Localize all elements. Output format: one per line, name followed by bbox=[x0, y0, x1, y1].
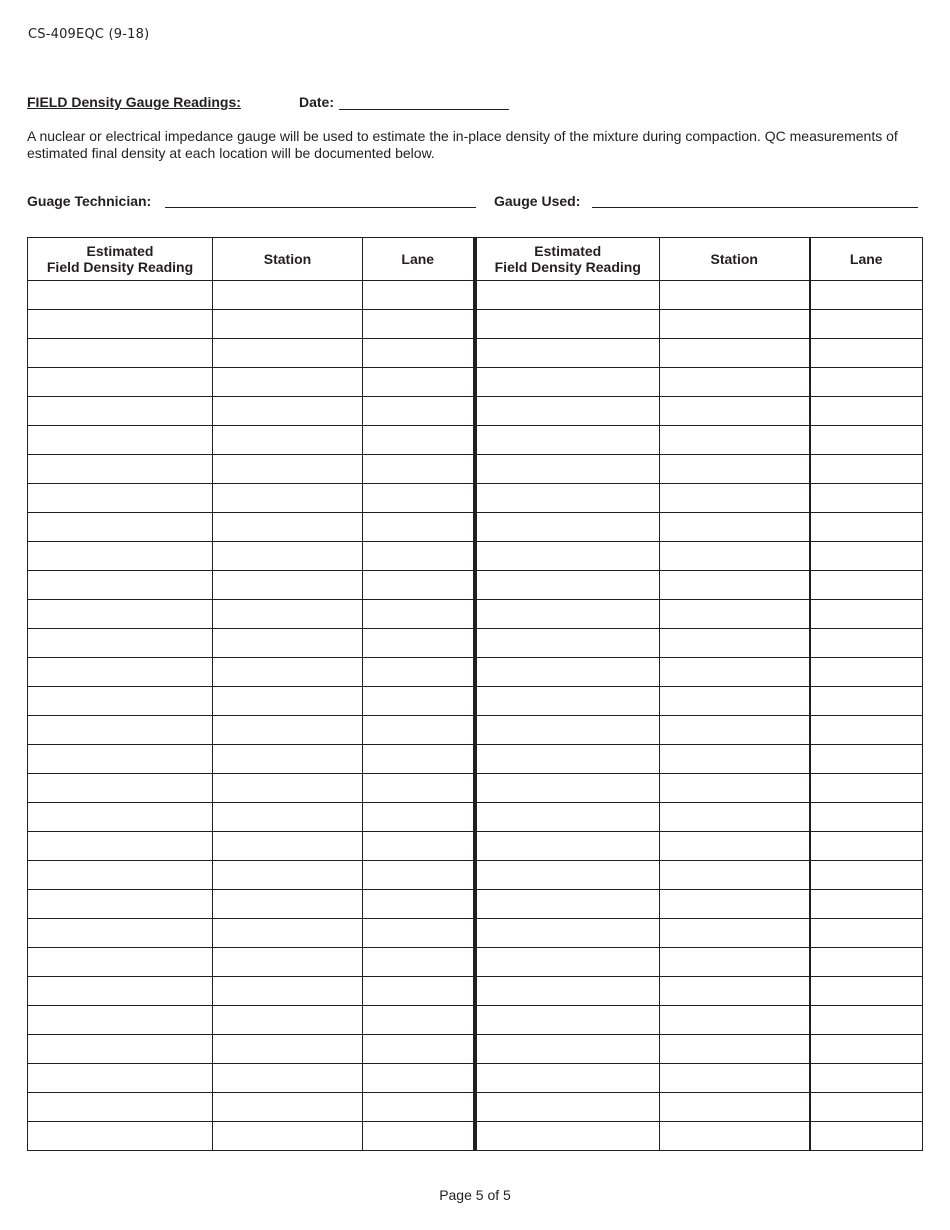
cell-station-right[interactable] bbox=[660, 281, 810, 310]
cell-station-right[interactable] bbox=[660, 1006, 810, 1035]
readings-body bbox=[28, 281, 923, 1151]
cell-lane-left[interactable] bbox=[363, 542, 475, 571]
cell-station-right[interactable] bbox=[660, 629, 810, 658]
cell-density-left[interactable] bbox=[28, 600, 213, 629]
cell-lane-left[interactable] bbox=[363, 629, 475, 658]
table-row bbox=[28, 600, 923, 629]
cell-density-right[interactable] bbox=[475, 832, 660, 861]
cell-lane-right[interactable] bbox=[810, 745, 923, 774]
technician-label: Guage Technician: bbox=[27, 193, 152, 209]
cell-density-right[interactable] bbox=[475, 1122, 660, 1151]
cell-density-left[interactable] bbox=[28, 1093, 213, 1122]
cell-lane-left[interactable] bbox=[363, 571, 475, 600]
cell-density-right[interactable] bbox=[475, 397, 660, 426]
cell-station-left[interactable] bbox=[213, 774, 363, 803]
cell-station-left[interactable] bbox=[213, 397, 363, 426]
cell-lane-left[interactable] bbox=[363, 861, 475, 890]
cell-density-left[interactable] bbox=[28, 1006, 213, 1035]
cell-density-left[interactable] bbox=[28, 948, 213, 977]
table-row bbox=[28, 832, 923, 861]
cell-station-left[interactable] bbox=[213, 919, 363, 948]
cell-station-left[interactable] bbox=[213, 484, 363, 513]
cell-station-right[interactable] bbox=[660, 716, 810, 745]
cell-lane-left[interactable] bbox=[363, 774, 475, 803]
table-row bbox=[28, 397, 923, 426]
cell-station-left[interactable] bbox=[213, 368, 363, 397]
cell-lane-left[interactable] bbox=[363, 716, 475, 745]
cell-density-left[interactable] bbox=[28, 484, 213, 513]
cell-lane-right[interactable] bbox=[810, 687, 923, 716]
cell-station-right[interactable] bbox=[660, 484, 810, 513]
cell-lane-right[interactable] bbox=[810, 281, 923, 310]
cell-station-left[interactable] bbox=[213, 1122, 363, 1151]
cell-station-right[interactable] bbox=[660, 542, 810, 571]
cell-station-left[interactable] bbox=[213, 890, 363, 919]
cell-station-right[interactable] bbox=[660, 339, 810, 368]
cell-density-left[interactable] bbox=[28, 542, 213, 571]
cell-density-left[interactable] bbox=[28, 803, 213, 832]
page-number: Page 5 of 5 bbox=[439, 1187, 511, 1203]
table-row bbox=[28, 716, 923, 745]
cell-density-right[interactable] bbox=[475, 281, 660, 310]
cell-station-left[interactable] bbox=[213, 1064, 363, 1093]
cell-lane-left[interactable] bbox=[363, 919, 475, 948]
cell-lane-left[interactable] bbox=[363, 658, 475, 687]
cell-density-right[interactable] bbox=[475, 368, 660, 397]
gauge-used-label: Gauge Used: bbox=[494, 193, 581, 209]
table-row bbox=[28, 571, 923, 600]
cell-station-right[interactable] bbox=[660, 1035, 810, 1064]
table-row bbox=[28, 368, 923, 397]
cell-station-left[interactable] bbox=[213, 281, 363, 310]
table-row bbox=[28, 774, 923, 803]
cell-lane-left[interactable] bbox=[363, 803, 475, 832]
col-header-lane-right bbox=[810, 238, 923, 281]
cell-density-right[interactable] bbox=[475, 890, 660, 919]
cell-density-right[interactable] bbox=[475, 339, 660, 368]
cell-lane-left[interactable] bbox=[363, 455, 475, 484]
cell-station-left[interactable] bbox=[213, 426, 363, 455]
cell-station-right[interactable] bbox=[660, 1122, 810, 1151]
cell-density-right[interactable] bbox=[475, 1006, 660, 1035]
cell-station-left[interactable] bbox=[213, 455, 363, 484]
col-header-density-left bbox=[28, 238, 213, 281]
cell-station-right[interactable] bbox=[660, 919, 810, 948]
cell-density-left[interactable] bbox=[28, 513, 213, 542]
cell-lane-right[interactable] bbox=[810, 484, 923, 513]
table-row bbox=[28, 658, 923, 687]
cell-lane-right[interactable] bbox=[810, 948, 923, 977]
cell-lane-right[interactable] bbox=[810, 629, 923, 658]
cell-density-right[interactable] bbox=[475, 571, 660, 600]
cell-lane-right[interactable] bbox=[810, 832, 923, 861]
cell-lane-right[interactable] bbox=[810, 1035, 923, 1064]
table-row bbox=[28, 542, 923, 571]
cell-station-right[interactable] bbox=[660, 890, 810, 919]
table-row bbox=[28, 890, 923, 919]
cell-lane-right[interactable] bbox=[810, 571, 923, 600]
cell-density-left[interactable] bbox=[28, 310, 213, 339]
cell-lane-right[interactable] bbox=[810, 919, 923, 948]
cell-lane-left[interactable] bbox=[363, 1006, 475, 1035]
table-row bbox=[28, 1122, 923, 1151]
cell-density-left[interactable] bbox=[28, 1035, 213, 1064]
cell-station-left[interactable] bbox=[213, 948, 363, 977]
cell-station-right[interactable] bbox=[660, 861, 810, 890]
cell-lane-left[interactable] bbox=[363, 339, 475, 368]
cell-lane-right[interactable] bbox=[810, 455, 923, 484]
cell-lane-right[interactable] bbox=[810, 861, 923, 890]
cell-lane-right[interactable] bbox=[810, 1064, 923, 1093]
cell-station-right[interactable] bbox=[660, 832, 810, 861]
cell-density-right[interactable] bbox=[475, 803, 660, 832]
technician-field[interactable] bbox=[165, 207, 476, 208]
cell-station-left[interactable] bbox=[213, 803, 363, 832]
date-field[interactable] bbox=[339, 109, 509, 110]
col-header-station-right bbox=[660, 238, 810, 281]
cell-density-left[interactable] bbox=[28, 571, 213, 600]
table-row bbox=[28, 687, 923, 716]
col-header-line: Estimated bbox=[86, 243, 154, 259]
cell-station-right[interactable] bbox=[660, 977, 810, 1006]
cell-density-right[interactable] bbox=[475, 948, 660, 977]
cell-station-right[interactable] bbox=[660, 397, 810, 426]
cell-density-left[interactable] bbox=[28, 281, 213, 310]
cell-density-left[interactable] bbox=[28, 832, 213, 861]
cell-lane-left[interactable] bbox=[363, 368, 475, 397]
cell-lane-left[interactable] bbox=[363, 1064, 475, 1093]
table-row bbox=[28, 861, 923, 890]
table-row bbox=[28, 948, 923, 977]
section-title: FIELD Density Gauge Readings: bbox=[27, 94, 241, 110]
cell-density-right[interactable] bbox=[475, 716, 660, 745]
intro-paragraph: A nuclear or electrical impedance gauge will be used to estimate the in-place density of the mixture during compaction. QC measurements of estimated final density at each location will be documented below. bbox=[27, 128, 898, 161]
technician-row bbox=[27, 193, 922, 215]
cell-lane-right[interactable] bbox=[810, 397, 923, 426]
cell-station-right[interactable] bbox=[660, 687, 810, 716]
readings-table bbox=[27, 237, 923, 1151]
table-row bbox=[28, 1064, 923, 1093]
cell-lane-left[interactable] bbox=[363, 1093, 475, 1122]
cell-lane-left[interactable] bbox=[363, 1122, 475, 1151]
cell-lane-right[interactable] bbox=[810, 1093, 923, 1122]
cell-lane-right[interactable] bbox=[810, 339, 923, 368]
cell-station-right[interactable] bbox=[660, 513, 810, 542]
cell-density-right[interactable] bbox=[475, 542, 660, 571]
cell-density-left[interactable] bbox=[28, 339, 213, 368]
cell-density-right[interactable] bbox=[475, 658, 660, 687]
table-row bbox=[28, 426, 923, 455]
date-label: Date: bbox=[299, 94, 335, 110]
col-header-line: Field Density Reading bbox=[494, 259, 641, 275]
cell-lane-right[interactable] bbox=[810, 542, 923, 571]
col-header-line: Estimated bbox=[534, 243, 602, 259]
cell-station-right[interactable] bbox=[660, 803, 810, 832]
cell-station-left[interactable] bbox=[213, 1093, 363, 1122]
cell-lane-right[interactable] bbox=[810, 716, 923, 745]
cell-station-left[interactable] bbox=[213, 832, 363, 861]
cell-lane-right[interactable] bbox=[810, 977, 923, 1006]
cell-density-left[interactable] bbox=[28, 1064, 213, 1093]
cell-station-right[interactable] bbox=[660, 426, 810, 455]
cell-lane-left[interactable] bbox=[363, 281, 475, 310]
table-row bbox=[28, 629, 923, 658]
form-code: CS-409EQC (9-18) bbox=[28, 27, 150, 42]
cell-station-left[interactable] bbox=[213, 745, 363, 774]
cell-lane-right[interactable] bbox=[810, 890, 923, 919]
cell-lane-right[interactable] bbox=[810, 310, 923, 339]
cell-density-right[interactable] bbox=[475, 426, 660, 455]
cell-density-left[interactable] bbox=[28, 745, 213, 774]
col-header-density-right bbox=[475, 238, 660, 281]
header-row bbox=[28, 238, 923, 281]
cell-station-left[interactable] bbox=[213, 687, 363, 716]
table-row bbox=[28, 745, 923, 774]
cell-density-right[interactable] bbox=[475, 1093, 660, 1122]
cell-station-right[interactable] bbox=[660, 745, 810, 774]
cell-station-right[interactable] bbox=[660, 368, 810, 397]
cell-density-right[interactable] bbox=[475, 774, 660, 803]
table-row bbox=[28, 1035, 923, 1064]
cell-density-left[interactable] bbox=[28, 716, 213, 745]
cell-density-right[interactable] bbox=[475, 919, 660, 948]
cell-density-left[interactable] bbox=[28, 426, 213, 455]
cell-station-left[interactable] bbox=[213, 1006, 363, 1035]
cell-lane-left[interactable] bbox=[363, 513, 475, 542]
cell-density-right[interactable] bbox=[475, 1064, 660, 1093]
col-header-line: Station bbox=[263, 251, 312, 267]
cell-density-left[interactable] bbox=[28, 861, 213, 890]
cell-density-right[interactable] bbox=[475, 629, 660, 658]
cell-station-left[interactable] bbox=[213, 716, 363, 745]
cell-density-right[interactable] bbox=[475, 977, 660, 1006]
table-row bbox=[28, 1093, 923, 1122]
gauge-used-field[interactable] bbox=[592, 207, 918, 208]
cell-lane-left[interactable] bbox=[363, 484, 475, 513]
cell-station-left[interactable] bbox=[213, 600, 363, 629]
cell-density-right[interactable] bbox=[475, 861, 660, 890]
cell-lane-left[interactable] bbox=[363, 310, 475, 339]
cell-lane-right[interactable] bbox=[810, 426, 923, 455]
col-header-lane-left bbox=[363, 238, 475, 281]
cell-density-right[interactable] bbox=[475, 600, 660, 629]
cell-lane-right[interactable] bbox=[810, 600, 923, 629]
table-row bbox=[28, 339, 923, 368]
cell-density-right[interactable] bbox=[475, 484, 660, 513]
cell-density-left[interactable] bbox=[28, 658, 213, 687]
cell-station-left[interactable] bbox=[213, 571, 363, 600]
cell-density-left[interactable] bbox=[28, 687, 213, 716]
cell-station-left[interactable] bbox=[213, 310, 363, 339]
cell-lane-left[interactable] bbox=[363, 397, 475, 426]
cell-lane-right[interactable] bbox=[810, 803, 923, 832]
cell-density-left[interactable] bbox=[28, 919, 213, 948]
table-row bbox=[28, 513, 923, 542]
table-row bbox=[28, 803, 923, 832]
cell-station-left[interactable] bbox=[213, 977, 363, 1006]
col-header-line: Field Density Reading bbox=[46, 259, 194, 275]
cell-station-right[interactable] bbox=[660, 658, 810, 687]
cell-density-left[interactable] bbox=[28, 890, 213, 919]
cell-station-right[interactable] bbox=[660, 600, 810, 629]
col-header-line: Station bbox=[710, 251, 758, 267]
cell-station-left[interactable] bbox=[213, 339, 363, 368]
cell-station-right[interactable] bbox=[660, 1093, 810, 1122]
cell-lane-left[interactable] bbox=[363, 745, 475, 774]
cell-lane-right[interactable] bbox=[810, 1006, 923, 1035]
table-row bbox=[28, 919, 923, 948]
col-header-line: Lane bbox=[401, 251, 435, 267]
cell-station-left[interactable] bbox=[213, 1035, 363, 1064]
table-row bbox=[28, 455, 923, 484]
cell-lane-right[interactable] bbox=[810, 368, 923, 397]
cell-lane-left[interactable] bbox=[363, 948, 475, 977]
cell-station-left[interactable] bbox=[213, 629, 363, 658]
cell-lane-left[interactable] bbox=[363, 832, 475, 861]
cell-station-right[interactable] bbox=[660, 310, 810, 339]
cell-station-right[interactable] bbox=[660, 948, 810, 977]
cell-lane-right[interactable] bbox=[810, 1122, 923, 1151]
cell-station-right[interactable] bbox=[660, 455, 810, 484]
table-row bbox=[28, 1006, 923, 1035]
cell-lane-left[interactable] bbox=[363, 1035, 475, 1064]
table-row bbox=[28, 484, 923, 513]
cell-lane-left[interactable] bbox=[363, 426, 475, 455]
cell-station-left[interactable] bbox=[213, 658, 363, 687]
cell-lane-right[interactable] bbox=[810, 658, 923, 687]
cell-density-right[interactable] bbox=[475, 1035, 660, 1064]
cell-station-left[interactable] bbox=[213, 861, 363, 890]
cell-density-right[interactable] bbox=[475, 745, 660, 774]
cell-lane-right[interactable] bbox=[810, 513, 923, 542]
cell-station-left[interactable] bbox=[213, 513, 363, 542]
cell-lane-left[interactable] bbox=[363, 687, 475, 716]
cell-density-left[interactable] bbox=[28, 397, 213, 426]
cell-lane-left[interactable] bbox=[363, 890, 475, 919]
cell-lane-right[interactable] bbox=[810, 774, 923, 803]
cell-density-left[interactable] bbox=[28, 1122, 213, 1151]
cell-density-left[interactable] bbox=[28, 774, 213, 803]
cell-density-right[interactable] bbox=[475, 455, 660, 484]
cell-density-right[interactable] bbox=[475, 310, 660, 339]
cell-density-right[interactable] bbox=[475, 687, 660, 716]
table-row bbox=[28, 310, 923, 339]
cell-density-left[interactable] bbox=[28, 977, 213, 1006]
table-row bbox=[28, 281, 923, 310]
col-header-station-left bbox=[213, 238, 363, 281]
cell-lane-left[interactable] bbox=[363, 600, 475, 629]
title-row bbox=[27, 94, 335, 110]
cell-density-left[interactable] bbox=[28, 629, 213, 658]
cell-density-left[interactable] bbox=[28, 455, 213, 484]
cell-density-left[interactable] bbox=[28, 368, 213, 397]
cell-lane-left[interactable] bbox=[363, 977, 475, 1006]
cell-station-right[interactable] bbox=[660, 571, 810, 600]
cell-density-right[interactable] bbox=[475, 513, 660, 542]
cell-station-right[interactable] bbox=[660, 1064, 810, 1093]
table-row bbox=[28, 977, 923, 1006]
cell-station-right[interactable] bbox=[660, 774, 810, 803]
cell-station-left[interactable] bbox=[213, 542, 363, 571]
col-header-line: Lane bbox=[849, 251, 883, 267]
